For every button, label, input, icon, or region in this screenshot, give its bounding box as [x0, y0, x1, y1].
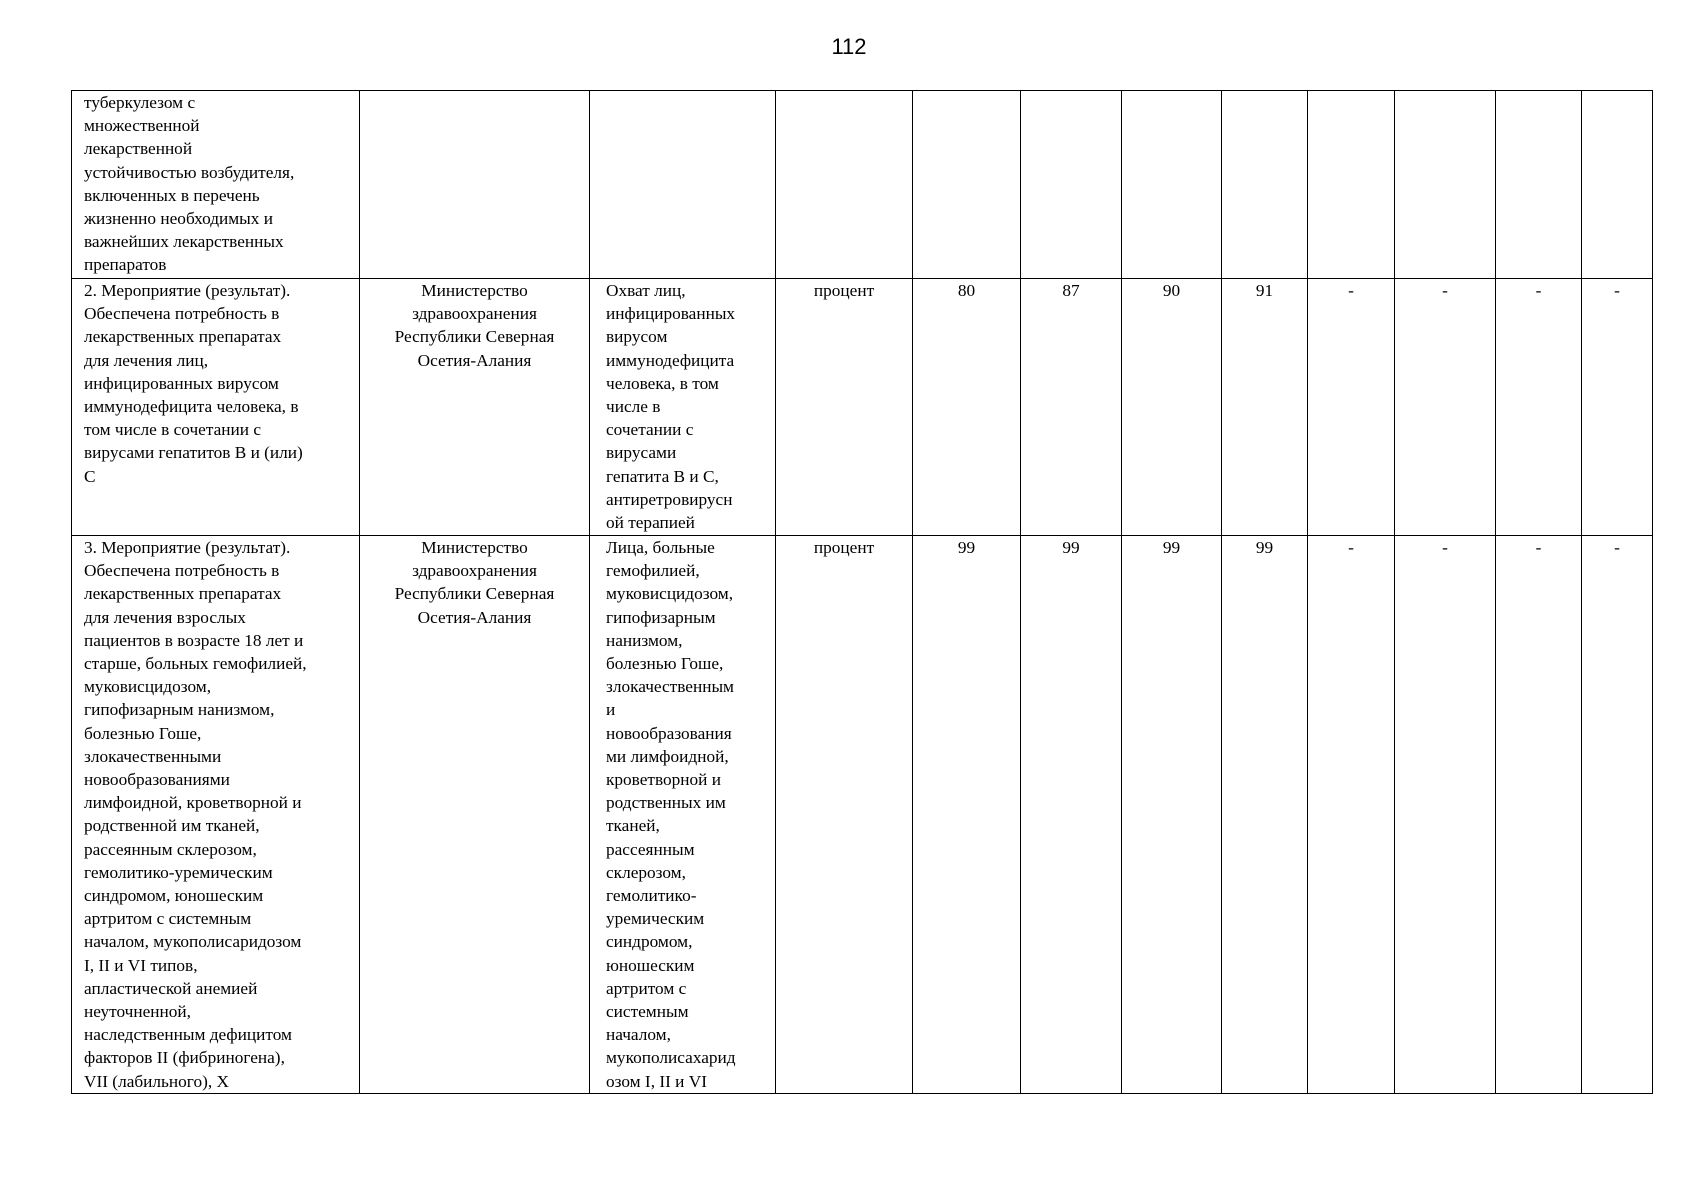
value-cell: 99 — [1122, 536, 1222, 1094]
value-cell: - — [1496, 279, 1582, 536]
table-row — [72, 279, 1653, 536]
value-cell: 90 — [1122, 279, 1222, 536]
unit-cell — [776, 91, 913, 279]
value-cell — [1122, 91, 1222, 279]
value-cell: - — [1582, 536, 1653, 1094]
activity-name-cell: 2. Мероприятие (результат). Обеспечена потребность в лекарственных препаратах для лечения лиц, инфицированных вирусом иммунодефицита человека, в том числе в сочетании с вирусами гепатитов В и (или) С — [72, 279, 360, 536]
value-cell — [1582, 91, 1653, 279]
value-cell: 91 — [1222, 279, 1308, 536]
value-cell: 87 — [1021, 279, 1122, 536]
value-cell: - — [1395, 279, 1496, 536]
indicator-cell — [590, 91, 776, 279]
responsible-cell — [360, 91, 590, 279]
activity-name-cell: 3. Мероприятие (результат). Обеспечена потребность в лекарственных препаратах для лечения взрослых пациентов в возрасте 18 лет и старше, больных гемофилией, муковисцидозом, гипофизарным нанизмом, болезнью Гоше, злокачественными новообразованиями лимфоидной, кроветворной и родственной им тканей, рассеянным склерозом, гемолитико-уремическим синдромом, юношеским артритом с системным началом, мукополисаридозом I, II и VI типов, апластической анемией неуточненной, наследственным дефицитом факторов II (фибриногена), VII (лабильного), X — [72, 536, 360, 1094]
activity-name-cell: туберкулезом с множественной лекарственной устойчивостью возбудителя, включенных в перечень жизненно необходимых и важнейших лекарственных препаратов — [72, 91, 360, 279]
unit-cell: процент — [776, 279, 913, 536]
value-cell — [1021, 91, 1122, 279]
indicator-cell: Охват лиц, инфицированных вирусом иммунодефицита человека, в том числе в сочетании с вирусами гепатита В и С, антиретровирусн ой терапией — [590, 279, 776, 536]
table-row — [72, 536, 1653, 1094]
responsible-cell: Министерство здравоохранения Республики Северная Осетия-Алания — [360, 536, 590, 1094]
value-cell: 99 — [913, 536, 1021, 1094]
value-cell: - — [1308, 536, 1395, 1094]
value-cell: 99 — [1021, 536, 1122, 1094]
value-cell: - — [1308, 279, 1395, 536]
value-cell — [1308, 91, 1395, 279]
value-cell — [1395, 91, 1496, 279]
value-cell: 80 — [913, 279, 1021, 536]
program-table — [71, 90, 1653, 1094]
indicator-cell: Лица, больные гемофилией, муковисцидозом, гипофизарным нанизмом, болезнью Гоше, злокачественным и новообразования ми лимфоидной, кроветворной и родственных им тканей, рассеянным склерозом, гемолитико- уремическим синдромом, юношеским артритом с системным началом, мукополисахарид озом I, II и VI — [590, 536, 776, 1094]
unit-cell: процент — [776, 536, 913, 1094]
value-cell: - — [1496, 536, 1582, 1094]
value-cell: - — [1395, 536, 1496, 1094]
table-row — [72, 91, 1653, 279]
value-cell: - — [1582, 279, 1653, 536]
value-cell: 99 — [1222, 536, 1308, 1094]
page-number: 112 — [831, 34, 867, 59]
value-cell — [1496, 91, 1582, 279]
responsible-cell: Министерство здравоохранения Республики Северная Осетия-Алания — [360, 279, 590, 536]
value-cell — [1222, 91, 1308, 279]
value-cell — [913, 91, 1021, 279]
